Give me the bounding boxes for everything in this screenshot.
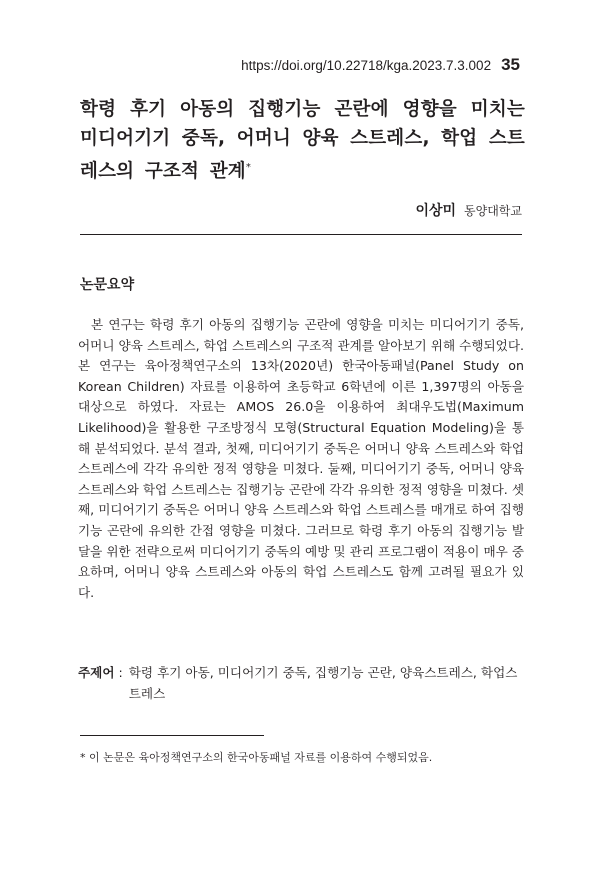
keywords-text: 학령 후기 아동, 미디어기기 중독, 집행기능 곤란, 양육스트레스, 학업스트레스 bbox=[128, 665, 518, 701]
running-header bbox=[241, 55, 520, 75]
page-number: 35 bbox=[501, 55, 520, 74]
doi-link[interactable]: https://doi.org/10.22718/kga.2023.7.3.002 bbox=[241, 58, 492, 73]
keywords-label: 주제어 bbox=[78, 665, 115, 680]
author-line bbox=[415, 200, 522, 220]
paper-title bbox=[80, 95, 525, 186]
footnote: * 이 논문은 육아정책연구소의 한국아동패널 자료를 이용하여 수행되었음. bbox=[80, 751, 433, 764]
keywords-colon: : bbox=[118, 665, 123, 680]
author-affiliation: 동양대학교 bbox=[464, 204, 522, 218]
abstract-body: 본 연구는 학령 후기 아동의 집행기능 곤란에 영향을 미치는 미디어기기 중독, 어머니 양육 스트레스, 학업 스트레스의 구조적 관계를 알아보기 위해 수행되었다. 본 연구는 육아정책연구소의 13차(2020년) 한국아동패널(Panel Study on Korean Children) 자료를 이용하여 초등학교 6학년에 이른 1,397명의 아동을 대상으로 하였다. 자료는 AMOS 26.0을 이용하여 최대우도법(Maximum Likelihood)을 활용한 구조방정식 모형(Structural Equation Modeling)을 통해 분석되었다. 분석 결과, 첫째, 미디어기기 중독은 어머니 양육 스트레스와 학업 스트레스에 각각 유의한 정적 영향을 미쳤다. 둘째, 미디어기기 중독, 어머니 양육 스트레스와 학업 스트레스는 집행기능 곤란에 각각 유의한 정적 영향을 미쳤다. 셋째, 미디어기기 중독은 어머니 양육 스트레스와 학업 스트레스를 매개로 하여 집행기능 곤란에 유의한 간접 영향을 미쳤다. 그러므로 학령 후기 아동의 집행기능 발달을 위한 전략으로써 미디어기기 중독의 예방 및 관리 프로그램이 적용이 매우 중요하며, 어머니 양육 스트레스와 아동의 학업 스트레스도 함께 고려될 필요가 있다. bbox=[78, 317, 524, 600]
keywords-block bbox=[78, 663, 524, 704]
title-footnote-mark: * bbox=[245, 162, 252, 173]
author-name: 이상미 bbox=[415, 203, 457, 219]
abstract-heading: 논문요약 bbox=[80, 277, 135, 293]
footnote-divider bbox=[80, 735, 264, 736]
header-divider bbox=[80, 234, 522, 235]
paper-title-text: 학령 후기 아동의 집행기능 곤란에 영향을 미치는 미디어기기 중독, 어머니 양육 스트레스, 학업 스트레스의 구조적 관계 bbox=[80, 99, 525, 183]
